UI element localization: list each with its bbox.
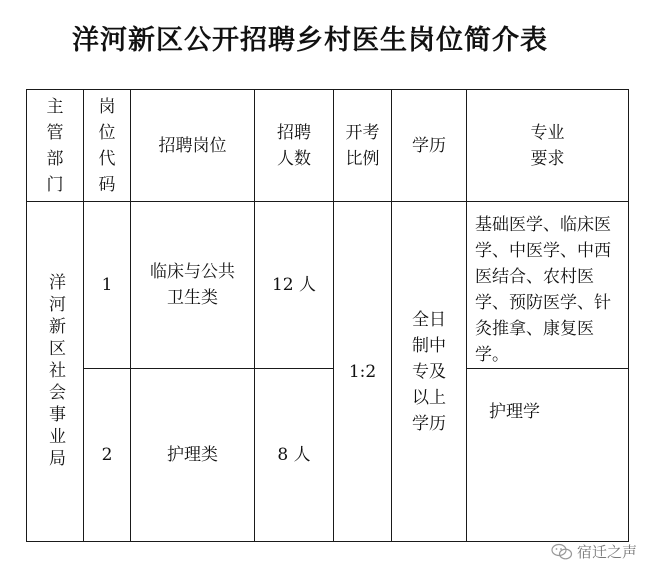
watermark-text: 宿迁之声	[576, 543, 637, 561]
row1-major: 基础医学、临床医学、中医学、中西医结合、农村医学、预防医学、针灸推拿、康复医学。	[475, 215, 611, 365]
dept-text: 洋河新区社会事业局	[45, 272, 65, 471]
header-edu: 学历	[412, 135, 446, 156]
watermark	[551, 541, 637, 562]
row1-position: 临床与公共 卫生类	[150, 262, 235, 308]
header-code: 岗 位 代 码	[98, 96, 116, 195]
row2-count: 8 人	[277, 445, 311, 465]
page-title: 洋河新区公开招聘乡村医生岗位简介表	[72, 25, 548, 56]
wechat-icon	[551, 543, 573, 561]
header-dept: 主 管 部 门	[46, 96, 64, 195]
edu-cell: 全日制中专及以上学历	[412, 309, 446, 434]
header-major: 专业 要求	[530, 122, 565, 169]
row2-major: 护理学	[489, 402, 540, 422]
header-count: 招聘 人数	[277, 122, 311, 169]
header-ratio: 开考 比例	[345, 122, 380, 169]
row2-position: 护理类	[167, 445, 218, 465]
row1-code: 1	[101, 275, 113, 295]
ratio-cell: 1:2	[348, 361, 377, 382]
dept-cell	[27, 202, 83, 541]
row2-code: 2	[101, 445, 113, 465]
header-position: 招聘岗位	[158, 135, 227, 156]
row1-count: 12 人	[271, 275, 317, 295]
